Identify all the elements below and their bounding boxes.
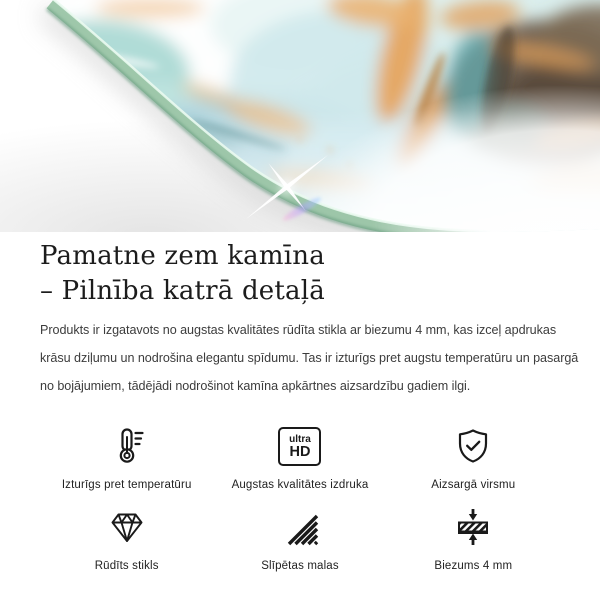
ultra-hd-text-bottom: HD — [289, 443, 311, 460]
feature-label: Rūdīts stikls — [94, 560, 159, 572]
product-description — [40, 316, 579, 400]
glass-thickness-icon — [453, 505, 493, 547]
ultra-hd-text-top: ultra — [289, 433, 311, 445]
page-title-line2: – Pilnība katrā detaļā — [40, 276, 325, 306]
description-line: Produkts ir izgatavots no augstas kvalitātes rūdīta stikla ar biezumu 4 mm, kas izceļ apdrukas — [40, 323, 557, 337]
ultra-hd-badge-icon — [278, 424, 321, 466]
thermometer-heat-icon — [107, 424, 147, 466]
beveled-edge-icon — [280, 505, 320, 547]
product-info-section — [0, 239, 600, 573]
page-title — [40, 239, 560, 309]
hero-product-photo — [0, 0, 600, 232]
feature-label: Izturīgs pret temperatūru — [61, 479, 192, 491]
feature-label: Biezums 4 mm — [434, 560, 513, 572]
feature-label: Slīpētas malas — [261, 560, 339, 572]
description-line: krāsu dziļumu un nodrošina elegantu spīdumu. Tas ir izturīgs pret augstu temperatūru un pasargā — [40, 351, 579, 365]
page-title-line1: Pamatne zem kamīna — [40, 241, 325, 271]
feature-item-beveled-edges — [213, 505, 386, 573]
feature-item-thickness — [387, 505, 560, 573]
description-line: no bojājumiem, tādējādi nodrošinot kamīna apkārtnes aizsardzību gadiem ilgi. — [40, 379, 471, 393]
diamond-icon — [107, 505, 147, 547]
feature-item-surface-protection — [387, 424, 560, 492]
feature-label: Aizsargā virsmu — [431, 479, 516, 491]
feature-item-print-quality — [213, 424, 386, 492]
feature-item-temperature — [40, 424, 213, 492]
feature-grid — [40, 424, 560, 573]
shield-check-icon — [453, 424, 493, 466]
feature-item-tempered-glass — [40, 505, 213, 573]
feature-label: Augstas kvalitātes izdruka — [231, 479, 369, 491]
